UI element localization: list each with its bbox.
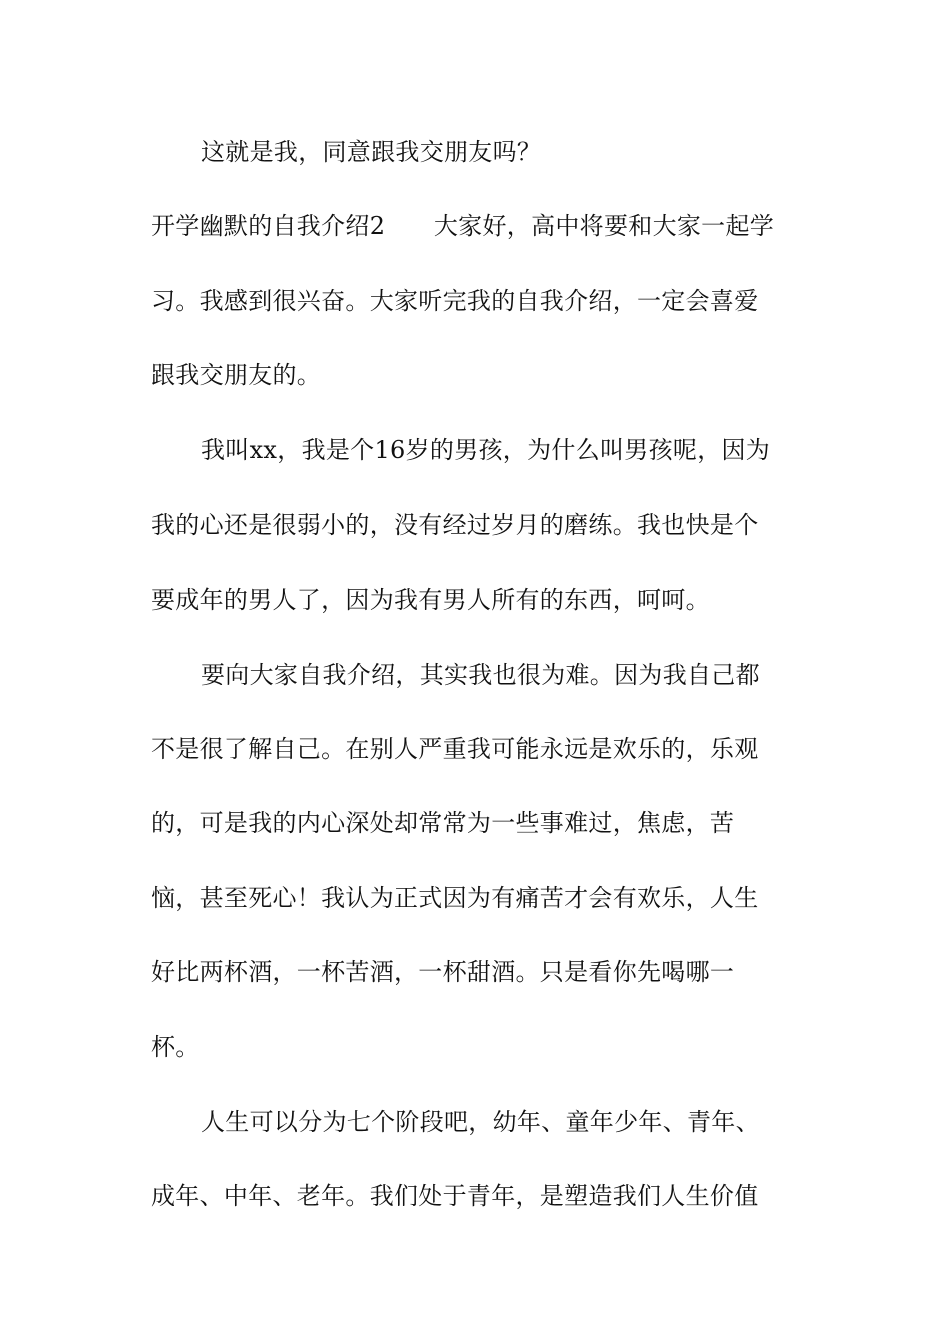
text-line: 这就是我，同意跟我交朋友吗？	[201, 138, 542, 166]
text-line: 成年、中年、老年。我们处于青年，是塑造我们人生价值	[151, 1182, 759, 1210]
text-line: 的，可是我的内心深处却常常为一些事难过，焦虑，苦	[151, 809, 735, 837]
text-line: 习。我感到很兴奋。大家听完我的自我介绍，一定会喜爱	[151, 287, 759, 315]
text-line: 我叫xx，我是个16岁的男孩，为什么叫男孩呢，因为	[201, 436, 771, 464]
text-line: 人生可以分为七个阶段吧，幼年、童年少年、青年、	[201, 1108, 760, 1136]
text-line: 杯。	[151, 1033, 200, 1061]
text-line: 我的心还是很弱小的，没有经过岁月的磨练。我也快是个	[151, 511, 759, 539]
text-line: 不是很了解自己。在别人严重我可能永远是欢乐的，乐观	[151, 735, 759, 763]
text-line: 要成年的男人了，因为我有男人所有的东西，呵呵。	[151, 586, 710, 614]
text-line: 开学幽默的自我介绍2 大家好，高中将要和大家一起学	[151, 212, 775, 240]
text-line: 跟我交朋友的。	[151, 361, 322, 389]
text-line: 要向大家自我介绍，其实我也很为难。因为我自己都	[201, 661, 760, 689]
text-line: 恼，甚至死心！我认为正式因为有痛苦才会有欢乐，人生	[151, 884, 759, 912]
text-line: 好比两杯酒，一杯苦酒，一杯甜酒。只是看你先喝哪一	[151, 958, 735, 986]
